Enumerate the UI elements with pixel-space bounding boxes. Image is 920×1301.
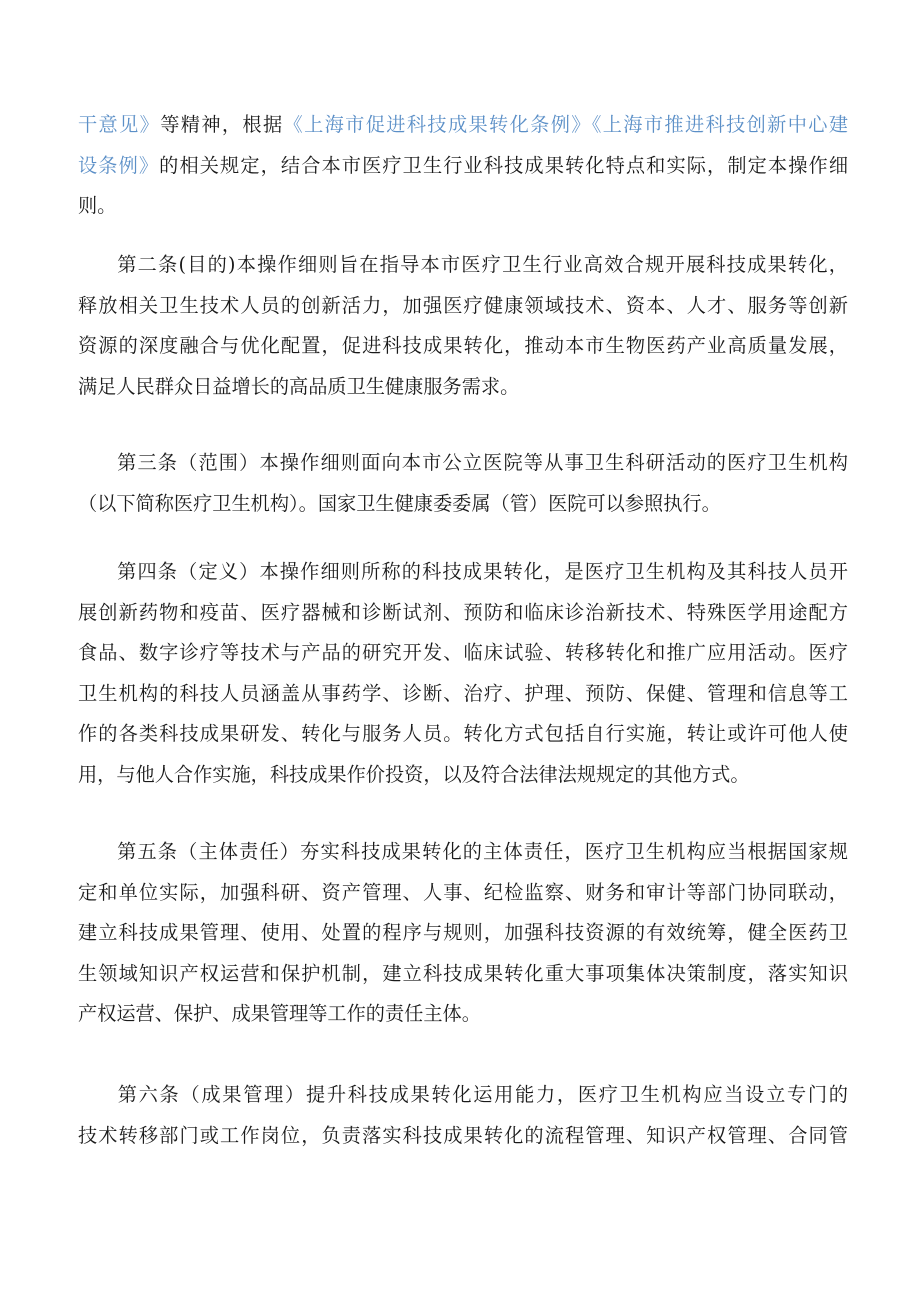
article-6: [78, 1075, 848, 1156]
regulation-link-2[interactable]: 《上海市促进科技成果转化条例》《上海市推进科技创新中心建: [283, 113, 849, 136]
article-5: [78, 832, 848, 1035]
article-4-line-5: 作的各类科技成果研发、转化与服务人员。转化方式包括自行实施，转让或许可他人使: [78, 722, 848, 745]
intro-line-2: [78, 146, 848, 187]
article-6-line-2: 技术转移部门或工作岗位，负责落实科技成果转化的流程管理、知识产权管理、合同管: [78, 1123, 848, 1147]
article-5-line-1: 第五条（主体责任）夯实科技成果转化的主体责任，医疗卫生机构应当根据国家规: [116, 840, 848, 863]
article-3-line-1: 第三条（范围）本操作细则面向本市公立医院等从事卫生科研活动的医疗卫生机构: [116, 451, 848, 474]
article-2-line-1: 第二条(目的)本操作细则旨在指导本市医疗卫生行业高效合规开展科技成果转化，: [116, 253, 848, 276]
article-3-line-2: （以下简称医疗卫生机构）。国家卫生健康委委属（管）医院可以参照执行。: [78, 491, 721, 515]
article-4-line-6: 用，与他人合作实施，科技成果作价投资，以及符合法律法规规定的其他方式。: [78, 762, 750, 786]
article-2-line-4: 满足人民群众日益增长的高品质卫生健康服务需求。: [78, 374, 520, 398]
regulation-link-3[interactable]: 设条例》: [78, 153, 160, 177]
article-2-line-3: 资源的深度融合与优化配置，促进科技成果转化，推动本市生物医药产业高质量发展，: [78, 334, 848, 357]
article-5-line-4: 生领域知识产权运营和保护机制，建立科技成果转化重大事项集体决策制度，落实知识: [78, 961, 848, 985]
intro-line-3: 则。: [78, 194, 117, 217]
intro-text-2: 的相关规定，结合本市医疗卫生行业科技成果转化特点和实际，制定本操作细: [159, 153, 849, 177]
article-4-line-3: 食品、数字诊疗等技术与产品的研究开发、临床试验、转移转化和推广应用活动。医疗: [78, 641, 848, 664]
article-4-line-1: 第四条（定义）本操作细则所称的科技成果转化，是医疗卫生机构及其科技人员开: [116, 560, 848, 583]
article-6-line-1: 第六条（成果管理）提升科技成果转化运用能力，医疗卫生机构应当设立专门的: [116, 1083, 848, 1106]
article-4-line-2: 展创新药物和疫苗、医疗器械和诊断试剂、预防和临床诊治新技术、特殊医学用途配方: [78, 600, 848, 624]
intro-line-1: [78, 105, 848, 146]
article-5-line-2: 定和单位实际，加强科研、资产管理、人事、纪检监察、财务和审计等部门协同联动，: [78, 880, 848, 904]
intro-text-1: 等精神，根据: [160, 113, 284, 136]
article-5-line-5: 产权运营、保护、成果管理等工作的责任主体。: [78, 1002, 481, 1025]
regulation-link-1[interactable]: 干意见》: [78, 113, 161, 136]
article-4: [78, 552, 848, 795]
article-3: [78, 443, 848, 524]
intro-paragraph: [78, 105, 848, 227]
article-4-line-4: 卫生机构的科技人员涵盖从事药学、诊断、治疗、护理、预防、保健、管理和信息等工: [78, 681, 848, 705]
article-2: [78, 245, 848, 407]
article-5-line-3: 建立科技成果管理、使用、处置的程序与规则，加强科技资源的有效统筹，健全医药卫: [78, 921, 848, 944]
article-2-line-2: 释放相关卫生技术人员的创新活力，加强医疗健康领域技术、资本、人才、服务等创新: [78, 293, 848, 317]
